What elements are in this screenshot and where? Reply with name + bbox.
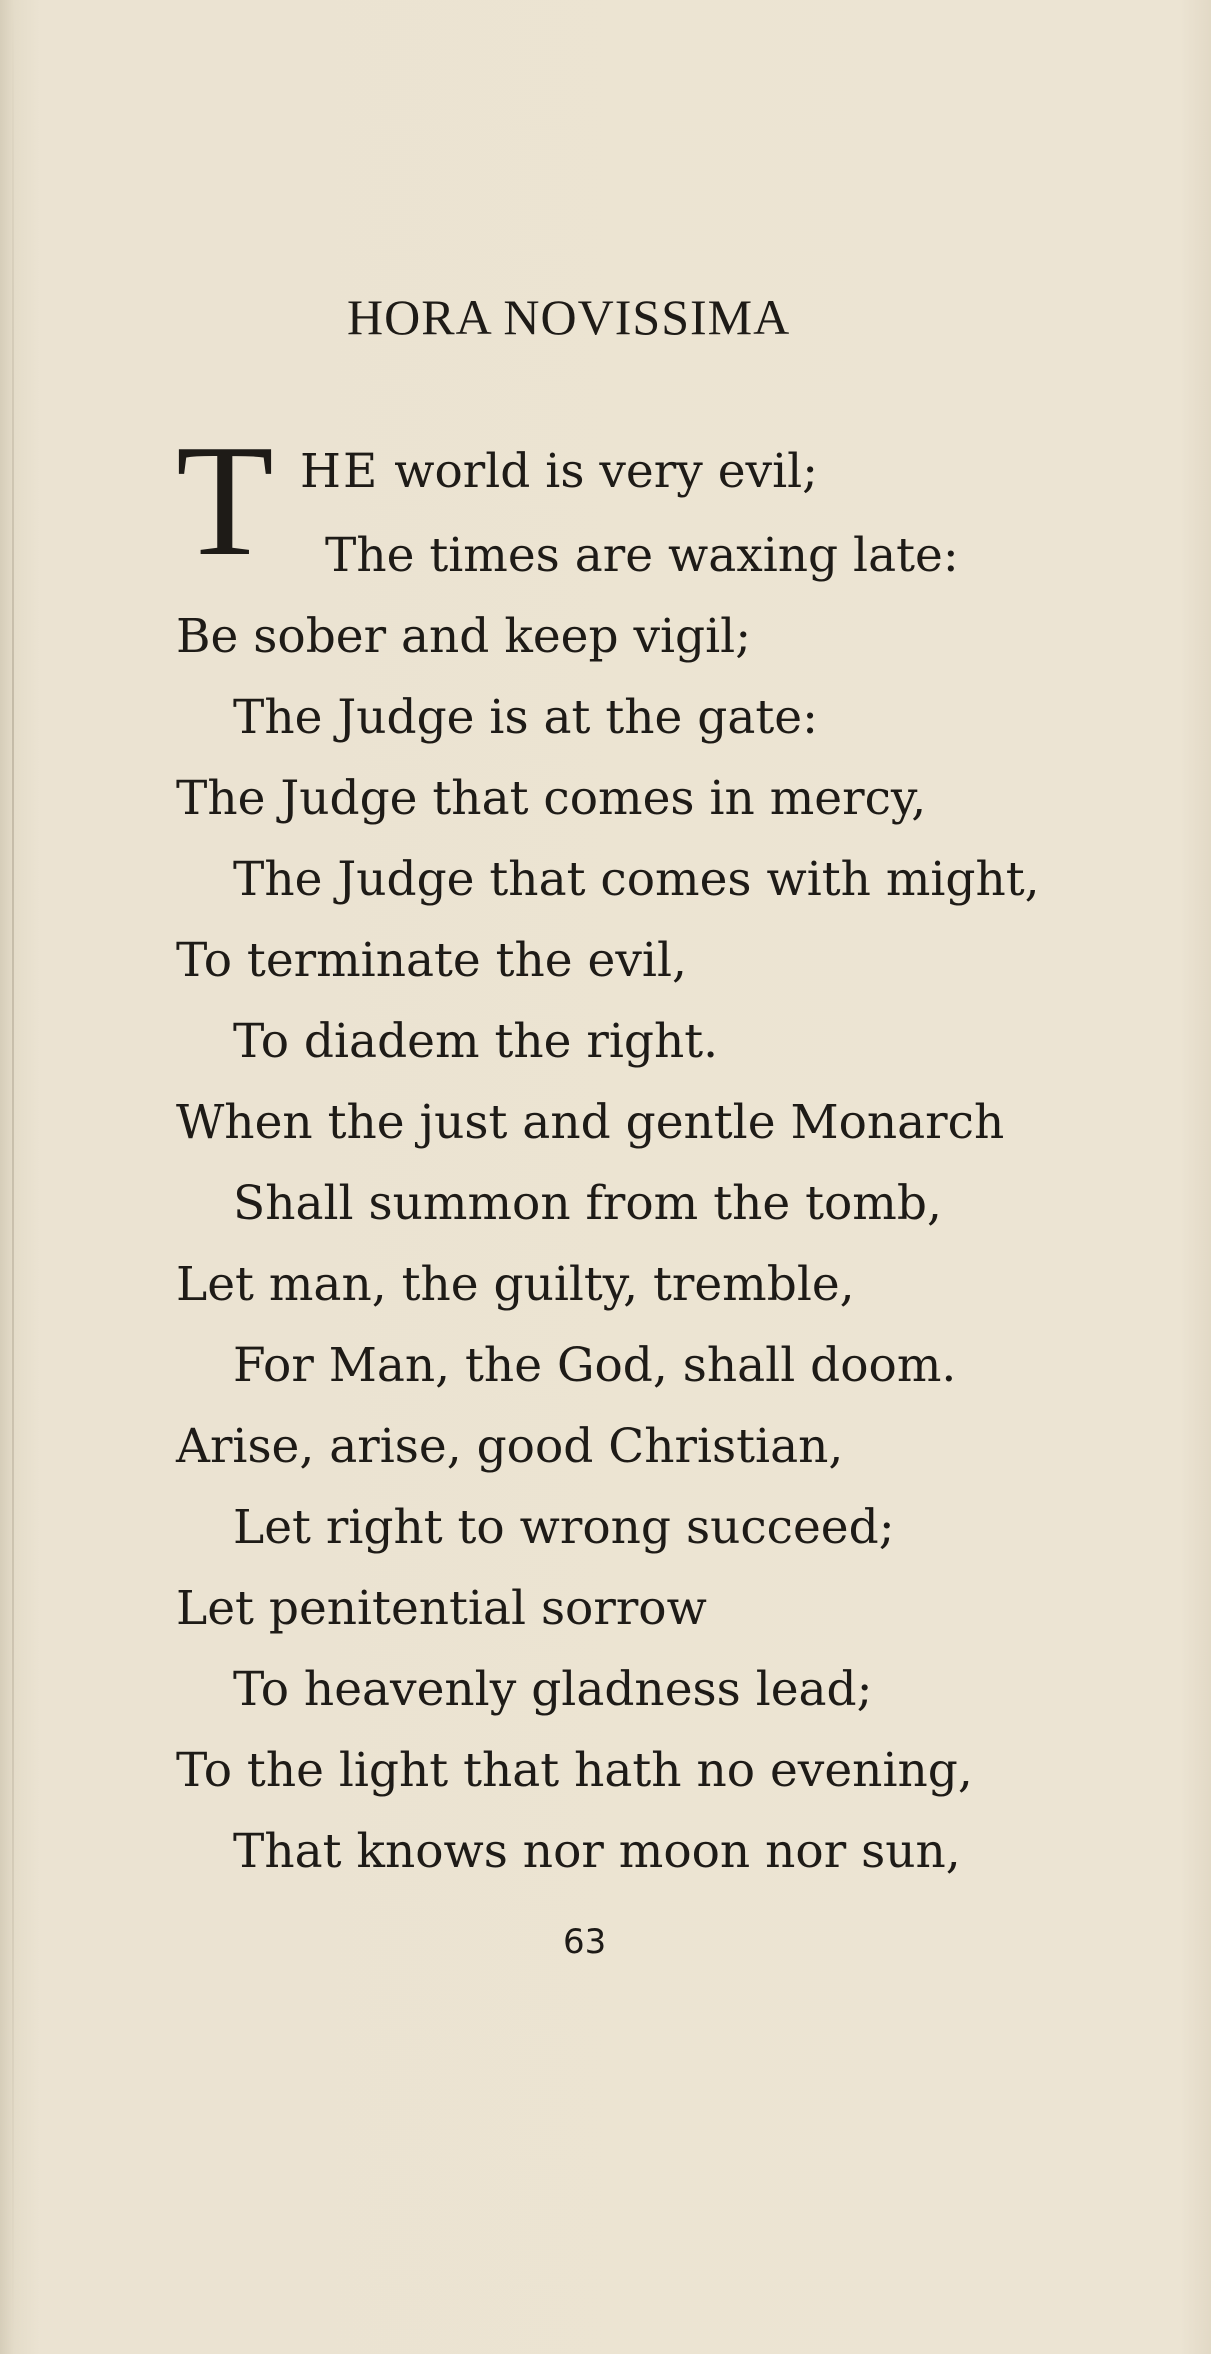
- page-gutter: [12, 0, 14, 2354]
- poem-line-15: Let penitential sorrow: [176, 1581, 707, 1636]
- poem-line-6: The Judge that comes with might,: [233, 852, 1040, 907]
- poem-line-11: Let man, the guilty, tremble,: [176, 1257, 855, 1312]
- poem-line-12: For Man, the God, shall doom.: [233, 1338, 957, 1393]
- poem-line-16: To heavenly gladness lead;: [233, 1662, 873, 1717]
- poem-line-5: The Judge that comes in mercy,: [176, 771, 927, 826]
- poem-line-8: To diadem the right.: [233, 1014, 719, 1069]
- poem-line-13: Arise, arise, good Christian,: [176, 1419, 844, 1474]
- poem-line-3: Be sober and keep vigil;: [176, 609, 752, 664]
- poem-line-4: The Judge is at the gate:: [233, 690, 818, 745]
- first-line-rest: world is very evil;: [379, 444, 818, 499]
- page-number: 63: [563, 1922, 607, 1962]
- poem-line-14: Let right to wrong succeed;: [233, 1500, 895, 1555]
- poem-line-10: Shall summon from the tomb,: [233, 1176, 942, 1231]
- poem-line-2: The times are waxing late:: [325, 528, 959, 583]
- first-line-smallcaps: HE: [300, 444, 380, 499]
- poem-line-1: [300, 444, 818, 499]
- poem-line-9: When the just and gentle Monarch: [176, 1095, 1005, 1150]
- poem-line-7: To terminate the evil,: [176, 933, 687, 988]
- drop-cap: T: [176, 411, 274, 589]
- poem-line-17: To the light that hath no evening,: [176, 1743, 973, 1798]
- poem-line-18: That knows nor moon nor sun,: [233, 1824, 961, 1879]
- running-head: HORA NOVISSIMA: [347, 289, 791, 345]
